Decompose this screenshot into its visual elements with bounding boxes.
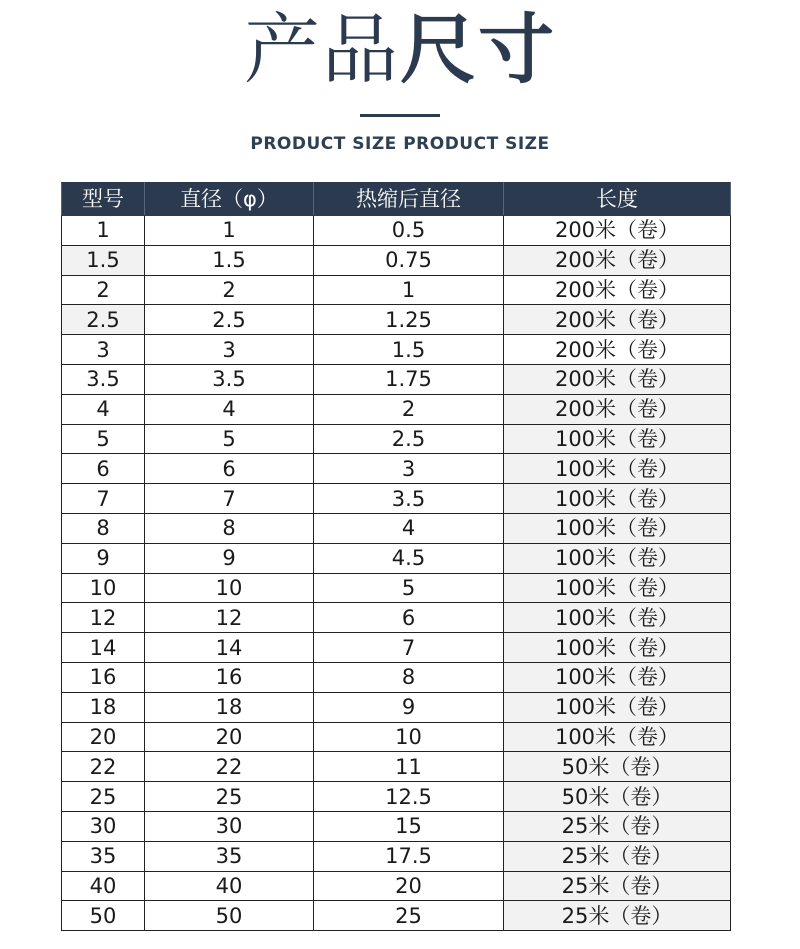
- cell-diameter: 12: [145, 603, 314, 633]
- cell-length: 25米（卷）: [504, 901, 731, 931]
- cell-shrunk-diameter: 3: [314, 454, 504, 484]
- cell-model: 3: [62, 335, 145, 365]
- cell-diameter: 22: [145, 752, 314, 782]
- cell-length: 200米（卷）: [504, 245, 731, 275]
- cell-length: 200米（卷）: [504, 216, 731, 246]
- cell-model: 18: [62, 692, 145, 722]
- cell-length: 100米（卷）: [504, 692, 731, 722]
- cell-model: 10: [62, 573, 145, 603]
- cell-diameter: 5: [145, 424, 314, 454]
- cell-shrunk-diameter: 11: [314, 752, 504, 782]
- page-title: [0, 6, 800, 94]
- cell-model: 22: [62, 752, 145, 782]
- cell-length: 100米（卷）: [504, 513, 731, 543]
- table-row: [62, 603, 731, 633]
- table-row: [62, 752, 731, 782]
- cell-diameter: 25: [145, 782, 314, 812]
- cell-shrunk-diameter: 7: [314, 633, 504, 663]
- cell-model: 5: [62, 424, 145, 454]
- cell-shrunk-diameter: 17.5: [314, 841, 504, 871]
- cell-model: 50: [62, 901, 145, 931]
- cell-shrunk-diameter: 12.5: [314, 782, 504, 812]
- cell-length: 100米（卷）: [504, 484, 731, 514]
- cell-length: 200米（卷）: [504, 275, 731, 305]
- cell-shrunk-diameter: 2.5: [314, 424, 504, 454]
- cell-shrunk-diameter: 3.5: [314, 484, 504, 514]
- cell-diameter: 2.5: [145, 305, 314, 335]
- cell-model: 30: [62, 811, 145, 841]
- table-row: [62, 245, 731, 275]
- cell-diameter: 7: [145, 484, 314, 514]
- cell-model: 35: [62, 841, 145, 871]
- table-row: [62, 513, 731, 543]
- cell-model: 16: [62, 662, 145, 692]
- table-row: [62, 633, 731, 663]
- cell-model: 25: [62, 782, 145, 812]
- cell-model: 2: [62, 275, 145, 305]
- cell-shrunk-diameter: 25: [314, 901, 504, 931]
- table-row: [62, 543, 731, 573]
- table-row: [62, 662, 731, 692]
- cell-shrunk-diameter: 0.5: [314, 216, 504, 246]
- page-title-light: 产品: [244, 5, 400, 94]
- cell-shrunk-diameter: 2: [314, 394, 504, 424]
- size-table: [61, 182, 731, 931]
- cell-diameter: 14: [145, 633, 314, 663]
- cell-diameter: 3.5: [145, 364, 314, 394]
- cell-length: 200米（卷）: [504, 335, 731, 365]
- cell-length: 100米（卷）: [504, 543, 731, 573]
- page-subtitle: PRODUCT SIZE PRODUCT SIZE: [250, 134, 550, 154]
- table-row: [62, 454, 731, 484]
- table-row: [62, 811, 731, 841]
- table-row: [62, 216, 731, 246]
- table-row: [62, 484, 731, 514]
- table-row: [62, 573, 731, 603]
- cell-model: 4: [62, 394, 145, 424]
- table-row: [62, 275, 731, 305]
- table-row: [62, 901, 731, 931]
- cell-diameter: 18: [145, 692, 314, 722]
- cell-shrunk-diameter: 0.75: [314, 245, 504, 275]
- cell-diameter: 1: [145, 216, 314, 246]
- cell-diameter: 20: [145, 722, 314, 752]
- cell-shrunk-diameter: 4: [314, 513, 504, 543]
- table-row: [62, 841, 731, 871]
- cell-shrunk-diameter: 10: [314, 722, 504, 752]
- cell-length: 100米（卷）: [504, 424, 731, 454]
- cell-length: 200米（卷）: [504, 394, 731, 424]
- column-header-model: 型号: [62, 183, 145, 216]
- cell-diameter: 4: [145, 394, 314, 424]
- cell-length: 100米（卷）: [504, 722, 731, 752]
- cell-diameter: 1.5: [145, 245, 314, 275]
- cell-length: 200米（卷）: [504, 305, 731, 335]
- cell-diameter: 6: [145, 454, 314, 484]
- table-body: [62, 216, 731, 931]
- cell-length: 100米（卷）: [504, 662, 731, 692]
- cell-shrunk-diameter: 15: [314, 811, 504, 841]
- cell-diameter: 50: [145, 901, 314, 931]
- cell-model: 14: [62, 633, 145, 663]
- title-divider: [360, 114, 440, 117]
- cell-diameter: 16: [145, 662, 314, 692]
- cell-model: 2.5: [62, 305, 145, 335]
- cell-length: 100米（卷）: [504, 603, 731, 633]
- table-row: [62, 782, 731, 812]
- table-row: [62, 305, 731, 335]
- cell-length: 50米（卷）: [504, 752, 731, 782]
- cell-shrunk-diameter: 6: [314, 603, 504, 633]
- cell-diameter: 35: [145, 841, 314, 871]
- cell-length: 100米（卷）: [504, 454, 731, 484]
- table-row: [62, 394, 731, 424]
- cell-model: 1: [62, 216, 145, 246]
- cell-model: 8: [62, 513, 145, 543]
- table-row: [62, 364, 731, 394]
- cell-diameter: 10: [145, 573, 314, 603]
- cell-model: 9: [62, 543, 145, 573]
- cell-diameter: 40: [145, 871, 314, 901]
- cell-shrunk-diameter: 20: [314, 871, 504, 901]
- cell-model: 3.5: [62, 364, 145, 394]
- cell-shrunk-diameter: 4.5: [314, 543, 504, 573]
- table-row: [62, 692, 731, 722]
- column-header-diameter: 直径（φ）: [145, 183, 314, 216]
- cell-shrunk-diameter: 1.75: [314, 364, 504, 394]
- cell-shrunk-diameter: 1.5: [314, 335, 504, 365]
- cell-model: 40: [62, 871, 145, 901]
- page-header: [0, 0, 800, 170]
- table-row: [62, 871, 731, 901]
- cell-shrunk-diameter: 1.25: [314, 305, 504, 335]
- table-row: [62, 722, 731, 752]
- page-title-bold: 尺寸: [400, 5, 556, 94]
- cell-shrunk-diameter: 8: [314, 662, 504, 692]
- table-row: [62, 335, 731, 365]
- cell-shrunk-diameter: 9: [314, 692, 504, 722]
- cell-shrunk-diameter: 1: [314, 275, 504, 305]
- cell-model: 1.5: [62, 245, 145, 275]
- cell-diameter: 8: [145, 513, 314, 543]
- cell-model: 6: [62, 454, 145, 484]
- table-row: [62, 424, 731, 454]
- column-header-length: 长度: [504, 183, 731, 216]
- size-table-container: [61, 182, 730, 931]
- cell-length: 100米（卷）: [504, 573, 731, 603]
- column-header-shrunk-diameter: 热缩后直径: [314, 183, 504, 216]
- cell-diameter: 9: [145, 543, 314, 573]
- table-header-row: [62, 183, 731, 216]
- cell-length: 25米（卷）: [504, 871, 731, 901]
- cell-shrunk-diameter: 5: [314, 573, 504, 603]
- cell-length: 200米（卷）: [504, 364, 731, 394]
- cell-diameter: 2: [145, 275, 314, 305]
- cell-length: 100米（卷）: [504, 633, 731, 663]
- cell-model: 20: [62, 722, 145, 752]
- cell-diameter: 30: [145, 811, 314, 841]
- cell-model: 12: [62, 603, 145, 633]
- cell-length: 25米（卷）: [504, 841, 731, 871]
- cell-length: 25米（卷）: [504, 811, 731, 841]
- cell-model: 7: [62, 484, 145, 514]
- cell-length: 50米（卷）: [504, 782, 731, 812]
- cell-diameter: 3: [145, 335, 314, 365]
